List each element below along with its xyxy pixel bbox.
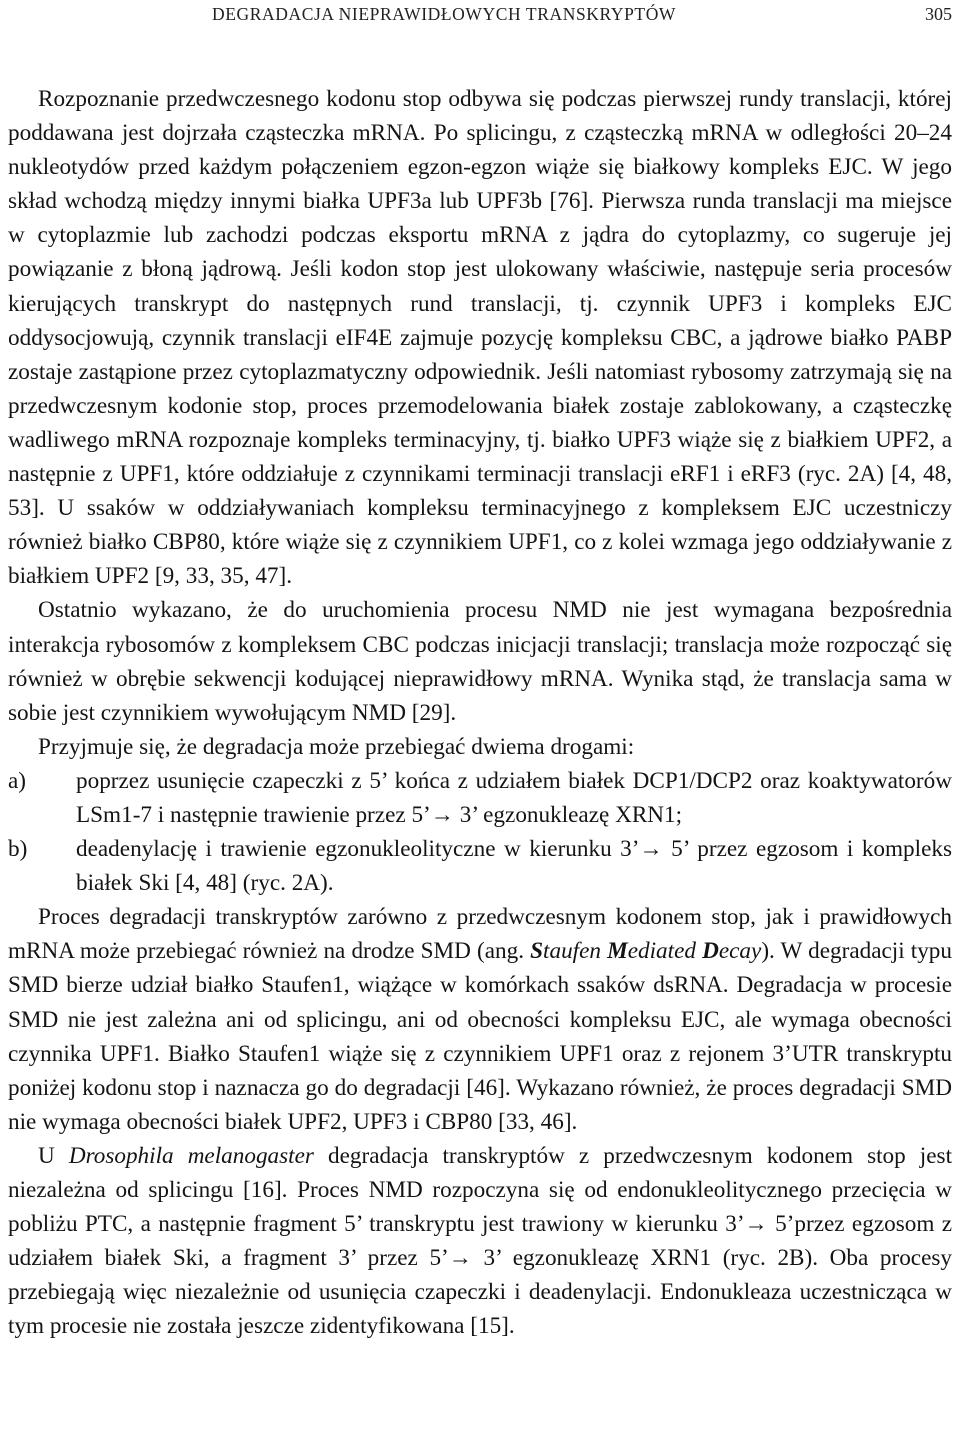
- smd-letter-m: M: [607, 938, 628, 965]
- smd-text-after: ). W degradacji typu SMD bierze udział białko Staufen1, wiążące w komórkach ssaków dsRNA. Degradacja w procesie SMD nie jest zależna ani od splicingu, ani od obecności kompleksu EJC, ale wymaga obecności czynnika UPF1. Białko Staufen1 wiąże się z czynnikiem UPF1 oraz z rejonem 3’UTR transkryptu poniżej kodonu stop i naznacza go do degradacji [46]. Wykazano również, że proces degradacji SMD nie wymaga obecności białek UPF2, UPF3 i CBP80 [33, 46].: [8, 938, 952, 1135]
- body-text: [8, 82, 952, 1343]
- list-item-a: [8, 764, 952, 832]
- smd-word-ecay: ecay: [718, 938, 762, 965]
- smd-letter-s: S: [530, 938, 544, 965]
- list-marker-a: a): [8, 767, 27, 794]
- smd-text-before: Proces degradacji transkryptów zarówno z przedwczesnym kodonem stop, jak i prawidłowych mRNA może przebiegać również na drodze SMD (ang.: [8, 904, 952, 965]
- list-marker-b: b): [8, 836, 28, 863]
- running-title: DEGRADACJA NIEPRAWIDŁOWYCH TRANSKRYPTÓW: [212, 4, 677, 24]
- paragraph-degradation-paths-intro: Przyjmuje się, że degradacja może przebiegać dwiema drogami:: [38, 733, 635, 760]
- smd-word-ediated: ediated: [627, 938, 703, 965]
- drosophila-text-before: U: [38, 1142, 69, 1169]
- paragraph-drosophila: [8, 1139, 952, 1344]
- paragraph-nmd-recognition: Rozpoznanie przedwczesnego kodonu stop odbywa się podczas pierwszej rundy translacji, której poddawana jest dojrzała cząsteczka mRNA. Po splicingu, z cząsteczką mRNA w odległości 20–24 nukleotydów przed każdym połączeniem egzon-egzon wiąże się białkowy kompleks EJC. W jego skład wchodzą między innymi białka UPF3a lub UPF3b [76]. Pierwsza runda translacji ma miejsce w cytoplazmie lub zachodzi podczas eksportu mRNA z jądra do cytoplazmy, co sugeruje jej powiązanie z błoną jądrową. Jeśli kodon stop jest ulokowany właściwie, następuje seria procesów kierujących transkrypt do następnych rund translacji, tj. czynnik UPF3 i kompleks EJC oddysocjowują, czynnik translacji eIF4E zajmuje pozycję kompleksu CBC, a jądrowe białko PABP zostaje zastąpione przez cytoplazmatyczny odpowiednik. Jeśli natomiast rybosomy zatrzymają się na przedwczesnym kodonie stop, proces przemodelowania białek zostaje zablokowany, a cząsteczkę wadliwego mRNA rozpoznaje kompleks terminacyjny, tj. białko UPF3 wiąże się z białkiem UPF2, a następnie z UPF1, które oddziałuje z czynnikami terminacji translacji eRF1 i eRF3 (ryc. 2A) [4, 48, 53]. U ssaków w oddziaływaniach kompleksu terminacyjnego z kompleksem EJC uczestniczy również białko CBP80, które wiąże się z czynnikiem UPF1, co z kolei wzmaga jego oddziaływanie z białkiem UPF2 [9, 33, 35, 47].: [8, 86, 952, 590]
- smd-letter-d: D: [702, 938, 719, 965]
- paragraph-recent-findings: Ostatnio wykazano, że do uruchomienia procesu NMD nie jest wymagana bezpośrednia interakcja rybosomów z kompleksem CBC podczas inicjacji translacji; translacja może rozpocząć się również w obrębie sekwencji kodującej nieprawidłowy mRNA. Wynika stąd, że translacja sama w sobie jest czynnikiem wywołującym NMD [29].: [8, 597, 952, 726]
- running-header: [0, 4, 960, 28]
- smd-word-taufen: taufen: [543, 938, 608, 965]
- species-name: Drosophila melanogaster: [68, 1142, 314, 1169]
- list-text-b: deadenylację i trawienie egzonukleolityczne w kierunku 3’→ 5’ przez egzosom i kompleks białek Ski [4, 48] (ryc. 2A).: [76, 836, 952, 897]
- list-item-b: [8, 832, 952, 900]
- page-number: 305: [925, 4, 952, 24]
- list-text-a: poprzez usunięcie czapeczki z 5’ końca z udziałem białek DCP1/DCP2 oraz koaktywatorów LSm1-7 i następnie trawienie przez 5’→ 3’ egzonukleazę XRN1;: [76, 767, 952, 828]
- paragraph-smd: [8, 900, 952, 1139]
- drosophila-text-after: degradacja transkryptów z przedwczesnym kodonem stop jest niezależna od splicingu [16]. Proces NMD rozpoczyna się od endonukleolitycznego przecięcia w pobliżu PTC, a następnie fragment 5’ transkryptu jest trawiony w kierunku 3’→ 5’przez egzosom z udziałem białek Ski, a fragment 3’ przez 5’→ 3’ egzonukleazę XRN1 (ryc. 2B). Oba procesy przebiegają więc niezależnie od usunięcia czapeczki i deadenylacji. Endonukleaza uczestnicząca w tym procesie nie została jeszcze zidentyfikowana [15].: [8, 1142, 953, 1340]
